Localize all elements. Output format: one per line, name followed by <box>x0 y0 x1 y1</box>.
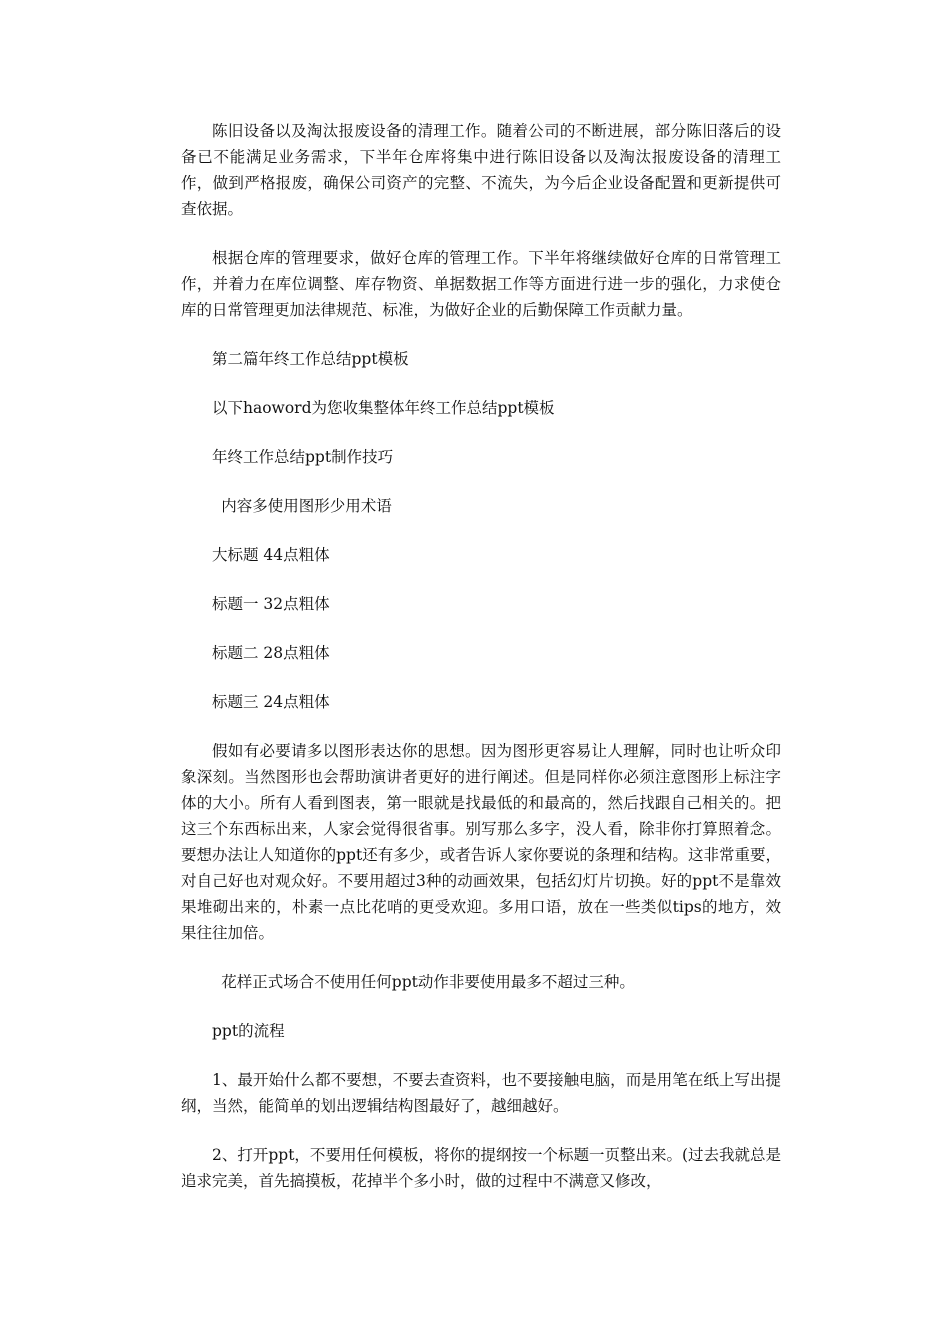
paragraph-heading1-size: 标题一 32点粗体 <box>212 595 330 613</box>
paragraph-heading3-size: 标题三 24点粗体 <box>212 693 330 711</box>
paragraph-warehouse-management: 根据仓库的管理要求，做好仓库的管理工作。下半年将继续做好仓库的日常管理工作，并着力在库位调整、库存物资、单据数据工作等方面进行进一步的强化，力求使仓库的日常管理更加法律规范、标准，为做好企业的后勤保障工作贡献力量。 <box>181 249 781 319</box>
paragraph-heading2-size: 标题二 28点粗体 <box>212 644 330 662</box>
paragraph-second-article-title: 第二篇年终工作总结ppt模板 <box>212 350 409 368</box>
paragraph-graphics-advice: 假如有必要请多以图形表达你的思想。因为图形更容易让人理解，同时也让听众印象深刻。当然图形也会帮助演讲者更好的进行阐述。但是同样你必须注意图形上标注字体的大小。所有人看到图表，第一眼就是找最低的和最高的，然后找跟自己相关的。把这三个东西标出来，人家会觉得很省事。别写那么多字，没人看，除非你打算照着念。要想办法让人知道你的ppt还有多少，或者告诉人家你要说的条理和结构。这非常重要，对自己好也对观众好。不要用超过3种的动画效果，包括幻灯片切换。好的ppt不是靠效果堆砌出来的，朴素一点比花哨的更受欢迎。多用口语，放在一些类似tips的地方，效果往往加倍。 <box>181 742 781 942</box>
paragraph-ppt-process-heading: ppt的流程 <box>212 1022 285 1040</box>
paragraph-use-graphics: 内容多使用图形少用术语 <box>221 497 392 515</box>
paragraph-equipment-cleanup: 陈旧设备以及淘汰报废设备的清理工作。随着公司的不断进展，部分陈旧落后的设备已不能满足业务需求，下半年仓库将集中进行陈旧设备以及淘汰报废设备的清理工作，做到严格报废，确保公司资产的完整、不流失，为今后企业设备配置和更新提供可查依据。 <box>181 122 781 218</box>
paragraph-animation-limit: 花样正式场合不使用任何ppt动作非要使用最多不超过三种。 <box>221 973 635 991</box>
document-body <box>181 118 781 1194</box>
paragraph-step-2: 2、打开ppt，不要用任何模板，将你的提纲按一个标题一页整出来。(过去我就总是追求完美，首先搞摸板，花掉半个多小时，做的过程中不满意又修改， <box>181 1146 781 1190</box>
paragraph-tips-heading: 年终工作总结ppt制作技巧 <box>212 448 394 466</box>
paragraph-intro: 以下haoword为您收集整体年终工作总结ppt模板 <box>212 399 555 417</box>
paragraph-step-1: 1、最开始什么都不要想，不要去查资料，也不要接触电脑，而是用笔在纸上写出提纲，当然，能简单的划出逻辑结构图最好了，越细越好。 <box>181 1071 781 1115</box>
paragraph-main-title-size: 大标题 44点粗体 <box>212 546 330 564</box>
